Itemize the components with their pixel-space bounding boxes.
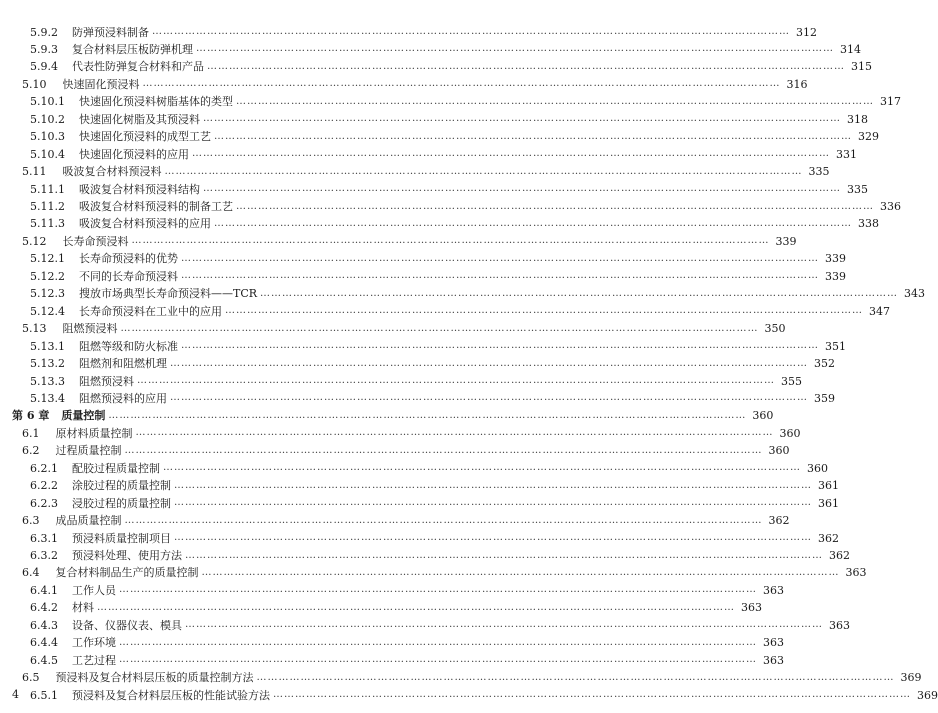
toc-entry-number: 6.2	[22, 444, 40, 458]
toc-entry-page: 360	[752, 409, 774, 423]
toc-entry-title: 吸波复合材料预浸料结构	[79, 182, 200, 196]
toc-leader-dots: …………………………………………………………………………………………………………………………………………………………	[214, 217, 852, 229]
toc-leader-dots: …………………………………………………………………………………………………………………………………………………………	[131, 235, 770, 247]
toc-leader-dots: …………………………………………………………………………………………………………………………………………………………	[181, 270, 819, 282]
toc-entry-page: 312	[796, 25, 817, 39]
toc-entry-title: 快速固化预浸料树脂基体的类型	[79, 95, 233, 109]
toc-leader-dots: …………………………………………………………………………………………………………………………………………………………	[201, 566, 840, 578]
toc-entry-page: 315	[851, 60, 872, 74]
toc-entry-page: 363	[763, 636, 784, 650]
toc-entry-title: 预浸料质量控制项目	[72, 531, 171, 545]
toc-entry-page: 352	[814, 357, 835, 371]
toc-entry-title: 原材料质量控制	[55, 426, 133, 440]
toc-entry-title: 预浸料及复合材料层压板的性能试验方法	[72, 688, 270, 702]
toc-entry-title: 预浸料处理、使用方法	[72, 549, 182, 562]
toc-entry-title: 过程质量控制	[55, 444, 122, 458]
toc-entry-page: 360	[779, 426, 801, 440]
page-number: 4	[12, 688, 19, 701]
toc-entry-title: 阻燃预浸料	[79, 374, 134, 388]
toc-leader-dots: …………………………………………………………………………………………………………………………………………………………	[181, 340, 819, 352]
toc-entry-page: 355	[781, 374, 802, 388]
toc-entry-title: 阻燃预浸料的应用	[79, 391, 167, 405]
toc-entry-number: 5.13.2	[30, 357, 65, 371]
toc-entry-title: 快速固化预浸料的成型工艺	[79, 130, 211, 144]
toc-entry-title: 搜放市场典型长寿命预浸料——TCR	[79, 287, 258, 301]
toc-entry-title: 长寿命预浸料在工业中的应用	[79, 304, 222, 318]
toc-leader-dots: …………………………………………………………………………………………………………………………………………………………	[174, 479, 812, 491]
toc-entry-number: 5.9.4	[30, 60, 58, 74]
toc-leader-dots: …………………………………………………………………………………………………………………………………………………………	[174, 532, 812, 544]
toc-entry-number: 6.3	[22, 514, 40, 528]
toc-leader-dots: …………………………………………………………………………………………………………………………………………………………	[135, 427, 774, 439]
toc-entry-title: 长寿命预浸料	[62, 234, 129, 248]
toc-entry-page: 347	[869, 304, 890, 318]
toc-entry-number: 6.3.1	[30, 531, 58, 545]
toc-entry-page: 361	[818, 496, 839, 510]
toc-entry-page: 316	[786, 77, 808, 91]
toc-entry-title: 不同的长寿命预浸料	[79, 269, 178, 283]
toc-entry-number: 6.4.2	[30, 601, 58, 615]
toc-entry-page: 363	[829, 618, 850, 632]
toc-entry-number: 5.12.2	[30, 269, 65, 283]
toc-leader-dots: …………………………………………………………………………………………………………………………………………………………	[185, 619, 823, 631]
toc-leader-dots: …………………………………………………………………………………………………………………………………………………………	[164, 165, 803, 177]
toc-leader-dots: …………………………………………………………………………………………………………………………………………………………	[181, 252, 819, 264]
toc-entry-number: 5.9.3	[30, 42, 58, 56]
toc-entry-title: 阻燃剂和阻燃机理	[79, 357, 167, 371]
toc-entry-page: 363	[741, 601, 762, 615]
toc-entry-page: 339	[825, 252, 846, 266]
toc-leader-dots: …………………………………………………………………………………………………………………………………………………………	[119, 636, 757, 648]
toc-entry-number: 5.10.4	[30, 147, 65, 161]
toc-entry-number: 6.2.3	[30, 496, 58, 510]
toc-leader-dots: …………………………………………………………………………………………………………………………………………………………	[256, 671, 895, 683]
toc-entry-page: 360	[768, 444, 790, 458]
toc-entry-number: 6.4.4	[30, 636, 58, 650]
toc-leader-dots: …………………………………………………………………………………………………………………………………………………………	[203, 183, 841, 195]
toc-entry-number: 5.10	[22, 77, 47, 91]
toc-entry-number: 5.11.3	[30, 217, 65, 231]
toc-leader-dots: …………………………………………………………………………………………………………………………………………………………	[273, 689, 911, 701]
toc-entry-number: 5.12.1	[30, 252, 65, 266]
toc-leader-dots: …………………………………………………………………………………………………………………………………………………………	[163, 462, 801, 474]
toc-leader-dots: …………………………………………………………………………………………………………………………………………………………	[214, 130, 852, 142]
toc-entry-title: 涂胶过程的质量控制	[72, 479, 171, 493]
toc-entry-page: 363	[845, 566, 867, 580]
toc-entry-title: 设备、仪器仪表、模具	[72, 618, 182, 632]
toc-entry-page: 317	[880, 95, 901, 109]
toc-leader-dots: …………………………………………………………………………………………………………………………………………………………	[119, 654, 757, 666]
toc-leader-dots: …………………………………………………………………………………………………………………………………………………………	[120, 322, 759, 334]
toc-entry-title: 质量控制	[61, 409, 106, 423]
toc-entry-number: 5.13.1	[30, 339, 65, 353]
toc-entry-number: 第 6 章	[12, 409, 50, 423]
toc-entry-title: 成品质量控制	[55, 514, 122, 528]
toc-leader-dots: …………………………………………………………………………………………………………………………………………………………	[97, 601, 735, 613]
toc-entry-title: 材料	[72, 601, 94, 615]
toc-leader-dots: …………………………………………………………………………………………………………………………………………………………	[207, 60, 845, 72]
toc-entry-number: 5.11	[22, 165, 47, 179]
toc-entry-number: 5.10.1	[30, 95, 65, 109]
toc-leader-dots: …………………………………………………………………………………………………………………………………………………………	[203, 113, 841, 125]
toc-leader-dots: …………………………………………………………………………………………………………………………………………………………	[236, 95, 874, 107]
toc-entry-title: 预浸料及复合材料层压板的质量控制方法	[55, 671, 254, 685]
toc-leader-dots: …………………………………………………………………………………………………………………………………………………………	[124, 514, 763, 526]
toc-entry	[0, 685, 938, 705]
toc-leader-dots: …………………………………………………………………………………………………………………………………………………………	[192, 148, 830, 160]
toc-entry-page: 369	[900, 671, 922, 685]
toc-entry-title: 吸波复合材料预浸料的应用	[79, 217, 211, 231]
toc-entry-page: 331	[836, 147, 857, 161]
toc-entry-number: 5.13.3	[30, 374, 65, 388]
toc-leader-dots: …………………………………………………………………………………………………………………………………………………………	[108, 409, 747, 421]
toc-entry-page: 339	[775, 234, 797, 248]
toc-entry-page: 329	[858, 130, 879, 144]
toc-entry-number: 6.4	[22, 566, 40, 580]
toc-leader-dots: …………………………………………………………………………………………………………………………………………………………	[137, 375, 775, 386]
toc-leader-dots: …………………………………………………………………………………………………………………………………………………………	[152, 26, 790, 37]
toc-entry-title: 防弹预浸料制备	[72, 25, 149, 39]
toc-leader-dots: …………………………………………………………………………………………………………………………………………………………	[124, 444, 763, 456]
toc-entry-number: 6.4.3	[30, 618, 58, 632]
toc-leader-dots: …………………………………………………………………………………………………………………………………………………………	[170, 357, 808, 369]
toc-leader-dots: …………………………………………………………………………………………………………………………………………………………	[196, 43, 834, 55]
toc-entry-title: 代表性防弹复合材料和产品	[72, 60, 204, 74]
toc-entry-page: 363	[763, 583, 784, 597]
toc-entry-page: 369	[917, 688, 938, 702]
toc-entry-title: 阻燃预浸料	[62, 322, 118, 336]
toc-entry-title: 复合材料层压板防弹机理	[72, 42, 193, 56]
toc-entry-page: 350	[764, 322, 786, 336]
toc-leader-dots: …………………………………………………………………………………………………………………………………………………………	[225, 305, 863, 317]
toc-leader-dots: …………………………………………………………………………………………………………………………………………………………	[174, 497, 812, 509]
toc-entry-number: 5.12.4	[30, 304, 65, 318]
toc-entry-page: 339	[825, 269, 846, 283]
toc-entry-number: 5.11.2	[30, 200, 65, 213]
toc-entry-page: 360	[807, 461, 828, 475]
toc-entry-page: 338	[858, 217, 879, 231]
toc-entry-title: 吸波复合材料预浸料的制备工艺	[79, 200, 233, 213]
toc-leader-dots: …………………………………………………………………………………………………………………………………………………………	[119, 584, 757, 596]
toc-entry-page: 361	[818, 479, 839, 493]
toc-entry-number: 5.10.2	[30, 112, 65, 126]
toc-leader-dots: …………………………………………………………………………………………………………………………………………………………	[236, 200, 874, 212]
toc-entry-page: 335	[847, 182, 868, 196]
toc-entry-title: 快速固化预浸料的应用	[79, 147, 189, 161]
toc-entry-title: 工作环境	[72, 636, 116, 650]
toc-entry-page: 336	[880, 200, 901, 213]
toc-entry-page: 362	[829, 549, 850, 562]
toc-entry-number: 6.5.1	[30, 688, 58, 702]
toc-entry-number: 6.4.1	[30, 583, 58, 597]
toc-entry-page: 314	[840, 42, 861, 56]
toc-entry-page: 351	[825, 339, 846, 353]
toc-entry-page: 362	[818, 531, 839, 545]
toc-entry-page: 362	[768, 514, 790, 528]
toc-entry-title: 浸胶过程的质量控制	[72, 496, 171, 510]
toc-entry-number: 6.3.2	[30, 549, 58, 562]
toc-entry-number: 5.12.3	[30, 287, 65, 301]
toc-leader-dots: …………………………………………………………………………………………………………………………………………………………	[170, 392, 808, 404]
toc-entry-title: 快速固化预浸料	[62, 77, 140, 91]
toc-entry-number: 6.2.2	[30, 479, 58, 493]
toc-entry-number: 5.13.4	[30, 391, 65, 405]
toc-entry-number: 6.2.1	[30, 461, 58, 475]
toc-entry-number: 5.12	[22, 234, 47, 248]
toc-entry-title: 阻燃等级和防火标准	[79, 339, 178, 353]
toc-entry-title: 配胶过程质量控制	[72, 461, 160, 475]
toc-entry-page: 363	[763, 653, 784, 667]
toc-entry-title: 工艺过程	[72, 653, 116, 667]
toc-entry-number: 5.10.3	[30, 130, 65, 144]
toc-entry-number: 5.13	[22, 322, 47, 336]
toc-entry-number: 5.9.2	[30, 25, 58, 39]
toc-entry-title: 复合材料制品生产的质量控制	[55, 566, 199, 580]
toc-entry-title: 吸波复合材料预浸料	[62, 165, 162, 179]
toc-entry-title: 长寿命预浸料的优势	[79, 252, 178, 266]
toc-entry-number: 6.5	[22, 671, 40, 685]
toc-entry-page: 335	[808, 165, 830, 179]
toc-entry-number: 6.4.5	[30, 653, 58, 667]
toc-leader-dots: …………………………………………………………………………………………………………………………………………………………	[260, 287, 899, 299]
toc-entry-page: 343	[904, 287, 926, 301]
toc-entry-number: 5.11.1	[30, 182, 65, 196]
toc-entry-number: 6.1	[22, 426, 40, 440]
toc-entry-page: 359	[814, 391, 835, 405]
toc-leader-dots: …………………………………………………………………………………………………………………………………………………………	[142, 78, 781, 90]
toc-entry-title: 工作人员	[72, 583, 116, 597]
toc-entry-title: 快速固化树脂及其预浸料	[79, 112, 200, 126]
toc-leader-dots: …………………………………………………………………………………………………………………………………………………………	[185, 549, 823, 561]
toc-entry-page: 318	[847, 112, 868, 126]
